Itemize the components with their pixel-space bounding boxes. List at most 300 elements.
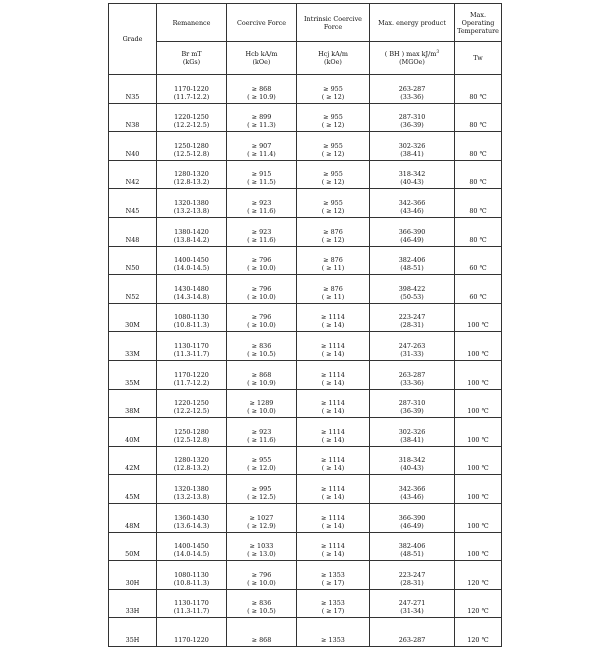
remanence-cell (157, 389, 227, 418)
energy-cell (370, 389, 455, 418)
temp-cell-value: 100 ℃ (467, 378, 489, 387)
table-row (109, 503, 502, 532)
coercive-cell-value: ≥ 955 (251, 456, 272, 465)
temp-cell (455, 618, 502, 647)
coercive-cell-value: ≥ 836 (251, 341, 272, 350)
energy-cell-value: 366-390 (398, 227, 426, 236)
energy-cell (370, 418, 455, 447)
remanence-cell-value-alt: (11.3-11.7) (173, 607, 210, 616)
energy-cell-value-alt: (38-41) (400, 149, 424, 158)
intrinsic-cell-value: ≥ 876 (323, 227, 343, 236)
intrinsic-cell-value: ≥ 1114 (321, 341, 345, 350)
remanence-cell-value: 1130-1170 (174, 599, 209, 608)
temp-cell-value: 60 ℃ (469, 264, 487, 273)
energy-cell (370, 589, 455, 618)
energy-cell-value-alt: (40-43) (400, 464, 424, 473)
remanence-cell (157, 103, 227, 132)
coercive-cell (227, 418, 297, 447)
energy-cell-value-alt: (31-33) (400, 349, 424, 358)
remanence-cell-value: 1250-1280 (174, 427, 209, 436)
energy-cell-value: 382-406 (398, 256, 426, 265)
energy-cell (370, 275, 455, 304)
remanence-cell-value: 1400-1450 (174, 256, 209, 265)
energy-cell-value-alt: (43-46) (400, 492, 424, 501)
energy-cell-value: 342-366 (398, 198, 426, 207)
intrinsic-cell-value-alt: ( ≥ 11) (321, 264, 345, 273)
coercive-cell-value-alt: ( ≥ 11.6) (247, 206, 276, 215)
energy-header: Max. energy product (370, 4, 455, 42)
coercive-cell-value: ≥ 868 (251, 84, 272, 93)
temp-cell-value: 120 ℃ (467, 607, 489, 616)
remanence-cell (157, 446, 227, 475)
coercive-cell-value: ≥ 796 (251, 313, 272, 322)
intrinsic-cell (297, 275, 370, 304)
intrinsic-cell (297, 246, 370, 275)
intrinsic-cell-value: ≥ 876 (323, 256, 343, 265)
remanence-cell-value: 1280-1320 (174, 456, 209, 465)
coercive-cell-value: ≥ 923 (251, 427, 272, 436)
temp-cell (455, 75, 502, 104)
coercive-cell-value-alt: ( ≥ 10.5) (247, 607, 276, 616)
remanence-cell-value: 1320-1380 (174, 484, 209, 493)
remanence-cell-value: 1080-1130 (174, 570, 209, 579)
grade-cell (109, 332, 157, 361)
coercive-cell (227, 160, 297, 189)
grade-cell-value: 33M (125, 349, 140, 358)
coercive-cell-value-alt: ( ≥ 10.0) (247, 578, 276, 587)
grade-cell-value: N42 (125, 178, 140, 187)
grade-cell (109, 275, 157, 304)
grade-cell-value: 33H (125, 607, 140, 616)
remanence-cell-value-alt: (12.8-13.2) (173, 464, 210, 473)
energy-cell-value-alt: (28-31) (400, 321, 424, 330)
temp-cell (455, 132, 502, 161)
remanence-cell-value: 1360-1430 (174, 513, 209, 522)
energy-cell (370, 103, 455, 132)
remanence-cell (157, 246, 227, 275)
temp-cell (455, 246, 502, 275)
grade-cell-value: 30H (125, 578, 140, 587)
remanence-cell-value: 1130-1170 (174, 341, 209, 350)
table-row (109, 217, 502, 246)
temp-cell-value: 100 ℃ (467, 521, 489, 530)
intrinsic-cell-value-alt: ( ≥ 14) (321, 435, 345, 444)
intrinsic-cell (297, 475, 370, 504)
intrinsic-cell-value-alt: ( ≥ 11) (321, 292, 345, 301)
intrinsic-cell-value: ≥ 1114 (321, 456, 345, 465)
grade-cell-value: 42M (125, 464, 140, 473)
remanence-cell (157, 475, 227, 504)
grade-cell-value: N52 (125, 292, 140, 301)
table-row (109, 475, 502, 504)
coercive-cell-value-alt: ( ≥ 10.9) (247, 378, 276, 387)
energy-cell-value-alt: (50-53) (400, 292, 424, 301)
energy-cell-value-alt: (46-49) (400, 235, 424, 244)
intrinsic-cell-value: ≥ 876 (323, 284, 343, 293)
coercive-cell-value: ≥ 915 (251, 170, 272, 179)
intrinsic-cell-value: ≥ 1353 (321, 599, 345, 608)
grade-cell-value: N38 (125, 121, 140, 130)
table-row (109, 75, 502, 104)
coercive-cell-value-alt: ( ≥ 10.0) (247, 321, 276, 330)
remanence-cell-value-alt: (12.2-12.5) (173, 121, 210, 130)
intrinsic-cell (297, 418, 370, 447)
remanence-cell (157, 360, 227, 389)
grade-cell (109, 503, 157, 532)
energy-cell-value: 263-287 (398, 84, 426, 93)
table-row (109, 618, 502, 647)
intrinsic-cell-value-alt: ( ≥ 12) (321, 92, 345, 101)
intrinsic-unit (297, 42, 370, 75)
coercive-cell (227, 303, 297, 332)
temp-cell (455, 418, 502, 447)
temp-cell (455, 561, 502, 590)
intrinsic-cell-value: ≥ 1353 (321, 570, 345, 579)
coercive-cell (227, 618, 297, 647)
coercive-cell (227, 246, 297, 275)
energy-cell (370, 618, 455, 647)
grade-cell (109, 303, 157, 332)
intrinsic-header: Intrinsic Coercive Force (297, 4, 370, 42)
remanence-cell-value: 1380-1420 (174, 227, 209, 236)
intrinsic-cell (297, 189, 370, 218)
table-row (109, 160, 502, 189)
energy-cell-value: 342-366 (398, 484, 426, 493)
intrinsic-cell (297, 217, 370, 246)
temp-cell-value: 120 ℃ (467, 578, 489, 587)
intrinsic-cell-value: ≥ 1353 (321, 635, 345, 644)
remanence-cell-value-alt: (10.8-11.3) (173, 578, 210, 587)
temp-cell-value: 80 ℃ (469, 235, 487, 244)
temp-cell (455, 360, 502, 389)
grade-cell-value: N35 (125, 92, 140, 101)
intrinsic-cell (297, 532, 370, 561)
intrinsic-cell-value-alt: ( ≥ 14) (321, 407, 345, 416)
coercive-cell-value: ≥ 923 (251, 198, 272, 207)
intrinsic-cell (297, 75, 370, 104)
temp-cell (455, 217, 502, 246)
energy-cell-value: 398-422 (398, 284, 426, 293)
coercive-cell-value-alt: ( ≥ 11.6) (247, 435, 276, 444)
coercive-cell (227, 503, 297, 532)
energy-cell-value-alt: (28-31) (400, 578, 424, 587)
energy-cell-value-alt: (33-36) (400, 92, 424, 101)
energy-cell-value: 302-326 (398, 141, 426, 150)
coercive-cell-value: ≥ 796 (251, 570, 272, 579)
grade-cell-value: 35M (125, 378, 140, 387)
intrinsic-cell (297, 160, 370, 189)
energy-unit-line1 (370, 50, 454, 58)
intrinsic-cell-value: ≥ 955 (323, 141, 343, 150)
grade-cell-value: N45 (125, 206, 140, 215)
remanence-cell-value: 1280-1320 (174, 170, 209, 179)
remanence-cell-value-alt: (11.3-11.7) (173, 349, 210, 358)
intrinsic-cell-value: ≥ 1114 (321, 484, 345, 493)
coercive-cell-value: ≥ 1027 (249, 513, 274, 522)
coercive-cell-value: ≥ 836 (251, 599, 272, 608)
table-row (109, 332, 502, 361)
intrinsic-cell-value-alt: ( ≥ 14) (321, 492, 345, 501)
temp-cell (455, 446, 502, 475)
grade-cell (109, 75, 157, 104)
intrinsic-cell (297, 503, 370, 532)
temp-unit: Tw (455, 42, 502, 75)
remanence-cell (157, 618, 227, 647)
temp-cell-value: 100 ℃ (467, 407, 489, 416)
remanence-cell-value-alt: (12.5-12.8) (173, 149, 210, 158)
coercive-unit-line2: (kOe) (252, 58, 271, 66)
remanence-header: Remanence (157, 4, 227, 42)
coercive-header: Coercive Force (227, 4, 297, 42)
grade-cell-value: 30M (125, 321, 140, 330)
grade-cell (109, 160, 157, 189)
temp-cell (455, 503, 502, 532)
remanence-cell-value-alt: (12.8-13.2) (173, 178, 210, 187)
remanence-cell (157, 589, 227, 618)
table-row (109, 532, 502, 561)
intrinsic-cell-value-alt: ( ≥ 17) (321, 578, 345, 587)
intrinsic-cell-value: ≥ 955 (323, 84, 343, 93)
intrinsic-cell-value: ≥ 1114 (321, 427, 345, 436)
remanence-cell-value: 1250-1280 (174, 141, 209, 150)
grade-cell (109, 475, 157, 504)
coercive-cell-value-alt: ( ≥ 10.9) (247, 92, 276, 101)
magnet-grade-table (108, 3, 502, 647)
remanence-cell-value-alt: (14.0-14.5) (173, 264, 210, 273)
header-row (109, 4, 502, 42)
grade-cell (109, 618, 157, 647)
energy-unit-text: ( BH ) max kJ/m (384, 50, 437, 59)
coercive-cell (227, 103, 297, 132)
coercive-cell-value-alt: ( ≥ 12.9) (247, 521, 276, 530)
coercive-cell-value: ≥ 995 (251, 484, 272, 493)
energy-cell-value-alt: (46-49) (400, 521, 424, 530)
grade-cell (109, 418, 157, 447)
remanence-cell (157, 303, 227, 332)
temp-cell (455, 103, 502, 132)
remanence-cell-value: 1220-1250 (174, 399, 209, 408)
intrinsic-cell (297, 132, 370, 161)
temp-cell-value: 100 ℃ (467, 435, 489, 444)
intrinsic-unit-line2: (kOe) (324, 58, 342, 66)
temp-cell-value: 100 ℃ (467, 321, 489, 330)
intrinsic-cell-value-alt: ( ≥ 12) (321, 235, 345, 244)
table-row (109, 132, 502, 161)
temp-cell-value: 80 ℃ (469, 206, 487, 215)
remanence-cell (157, 189, 227, 218)
coercive-cell (227, 189, 297, 218)
temp-cell (455, 275, 502, 304)
units-row (109, 42, 502, 75)
remanence-cell-value-alt: (13.2-13.8) (173, 206, 210, 215)
coercive-cell (227, 589, 297, 618)
grade-cell (109, 532, 157, 561)
temp-cell-value: 100 ℃ (467, 464, 489, 473)
remanence-cell-value-alt: (13.2-13.8) (173, 492, 210, 501)
grade-cell-value: 40M (125, 435, 140, 444)
temp-cell (455, 589, 502, 618)
coercive-cell-value-alt: ( ≥ 11.3) (247, 121, 276, 130)
energy-cell-value: 247-263 (398, 341, 426, 350)
energy-cell-value: 263-287 (398, 370, 426, 379)
remanence-cell-value: 1170-1220 (174, 635, 209, 644)
temp-cell-value: 120 ℃ (467, 635, 489, 644)
temp-cell-value: 80 ℃ (469, 121, 487, 130)
grade-cell (109, 561, 157, 590)
energy-cell (370, 132, 455, 161)
intrinsic-cell-value: ≥ 955 (323, 113, 343, 122)
energy-cell (370, 332, 455, 361)
table-row (109, 246, 502, 275)
energy-cell (370, 446, 455, 475)
coercive-cell-value: ≥ 1033 (249, 542, 274, 551)
energy-cell-value: 382-406 (398, 542, 426, 551)
intrinsic-cell-value-alt: ( ≥ 14) (321, 464, 345, 473)
energy-cell-value: 287-310 (398, 399, 426, 408)
coercive-cell (227, 561, 297, 590)
intrinsic-cell (297, 303, 370, 332)
temp-cell-value: 100 ℃ (467, 492, 489, 501)
table-row (109, 446, 502, 475)
coercive-cell (227, 275, 297, 304)
energy-cell-value: 247-271 (398, 599, 426, 608)
coercive-cell-value-alt: ( ≥ 11.6) (247, 235, 276, 244)
table-row (109, 275, 502, 304)
energy-cell-value-alt: (43-46) (400, 206, 424, 215)
coercive-cell-value-alt: ( ≥ 10.0) (247, 407, 276, 416)
remanence-cell-value: 1400-1450 (174, 542, 209, 551)
intrinsic-cell-value-alt: ( ≥ 14) (321, 378, 345, 387)
grade-cell (109, 246, 157, 275)
coercive-cell (227, 446, 297, 475)
energy-cell-value: 318-342 (398, 456, 426, 465)
grade-cell (109, 389, 157, 418)
coercive-cell (227, 132, 297, 161)
intrinsic-cell (297, 389, 370, 418)
grade-cell (109, 132, 157, 161)
remanence-cell-value: 1170-1220 (174, 84, 209, 93)
intrinsic-cell (297, 446, 370, 475)
energy-cell-value-alt: (33-36) (400, 378, 424, 387)
temp-cell (455, 475, 502, 504)
coercive-cell-value-alt: ( ≥ 12.5) (247, 492, 276, 501)
temp-cell (455, 189, 502, 218)
table-row (109, 189, 502, 218)
remanence-cell-value-alt: (11.7-12.2) (173, 378, 210, 387)
temp-cell (455, 303, 502, 332)
remanence-unit-line1: Br mT (181, 50, 202, 58)
temp-cell-value: 80 ℃ (469, 149, 487, 158)
coercive-cell (227, 332, 297, 361)
remanence-cell-value-alt: (12.2-12.5) (173, 407, 210, 416)
remanence-cell-value-alt: (12.5-12.8) (173, 435, 210, 444)
grade-cell-value: 35H (125, 635, 140, 644)
coercive-cell-value: ≥ 907 (251, 141, 272, 150)
energy-cell (370, 360, 455, 389)
temp-header: Max. Operating Temperature (455, 4, 502, 42)
remanence-cell (157, 332, 227, 361)
intrinsic-cell-value: ≥ 955 (323, 170, 343, 179)
remanence-cell (157, 132, 227, 161)
grade-cell (109, 217, 157, 246)
temp-cell-value: 60 ℃ (469, 292, 487, 301)
intrinsic-cell-value-alt: ( ≥ 14) (321, 550, 345, 559)
grade-cell-value: 50M (125, 550, 140, 559)
remanence-unit (157, 42, 227, 75)
coercive-cell-value: ≥ 899 (251, 113, 272, 122)
table-row (109, 561, 502, 590)
temp-cell-value: 80 ℃ (469, 92, 487, 101)
coercive-cell (227, 217, 297, 246)
intrinsic-cell-value-alt: ( ≥ 14) (321, 349, 345, 358)
remanence-cell (157, 75, 227, 104)
remanence-cell (157, 503, 227, 532)
intrinsic-cell-value: ≥ 1114 (321, 513, 345, 522)
remanence-cell-value-alt: (11.7-12.2) (173, 92, 210, 101)
table-row (109, 303, 502, 332)
grade-cell-value: N40 (125, 149, 140, 158)
energy-cell (370, 303, 455, 332)
remanence-cell-value: 1170-1220 (174, 370, 209, 379)
energy-cell-value: 223-247 (398, 570, 426, 579)
grade-cell-value: N48 (125, 235, 140, 244)
table-row (109, 103, 502, 132)
coercive-cell-value: ≥ 868 (251, 370, 272, 379)
remanence-cell (157, 275, 227, 304)
temp-cell (455, 389, 502, 418)
grade-cell (109, 103, 157, 132)
grade-cell (109, 589, 157, 618)
energy-cell-value: 287-310 (398, 113, 426, 122)
remanence-cell (157, 532, 227, 561)
temp-cell-value: 100 ℃ (467, 349, 489, 358)
grade-cell-value: 38M (125, 407, 140, 416)
remanence-cell-value-alt: (10.8-11.3) (173, 321, 210, 330)
grade-cell-value: 48M (125, 521, 140, 530)
energy-cell-value-alt: (48-51) (400, 550, 424, 559)
table-row (109, 389, 502, 418)
energy-cell-value: 263-287 (398, 635, 426, 644)
energy-cell (370, 532, 455, 561)
coercive-cell-value-alt: ( ≥ 13.0) (247, 550, 276, 559)
coercive-cell-value-alt: ( ≥ 11.5) (247, 178, 276, 187)
intrinsic-cell-value: ≥ 1114 (321, 370, 345, 379)
intrinsic-cell-value: ≥ 1114 (321, 542, 345, 551)
remanence-unit-line2: (kGs) (182, 58, 201, 66)
remanence-cell (157, 561, 227, 590)
remanence-cell-value: 1220-1250 (174, 113, 209, 122)
energy-cell-value-alt: (48-51) (400, 264, 424, 273)
intrinsic-cell (297, 332, 370, 361)
intrinsic-cell-value-alt: ( ≥ 14) (321, 521, 345, 530)
remanence-cell (157, 418, 227, 447)
coercive-cell-value-alt: ( ≥ 12.0) (247, 464, 276, 473)
coercive-unit (227, 42, 297, 75)
table-row (109, 360, 502, 389)
energy-unit (370, 42, 455, 75)
intrinsic-cell (297, 618, 370, 647)
intrinsic-cell (297, 589, 370, 618)
intrinsic-cell-value: ≥ 955 (323, 198, 343, 207)
energy-cell-value: 318-342 (398, 170, 426, 179)
energy-cell-value-alt: (38-41) (400, 435, 424, 444)
energy-cell-value: 302-326 (398, 427, 426, 436)
energy-cell-value-alt: (40-43) (400, 178, 424, 187)
remanence-cell (157, 160, 227, 189)
energy-cell (370, 246, 455, 275)
intrinsic-cell-value-alt: ( ≥ 12) (321, 149, 345, 158)
coercive-cell (227, 532, 297, 561)
